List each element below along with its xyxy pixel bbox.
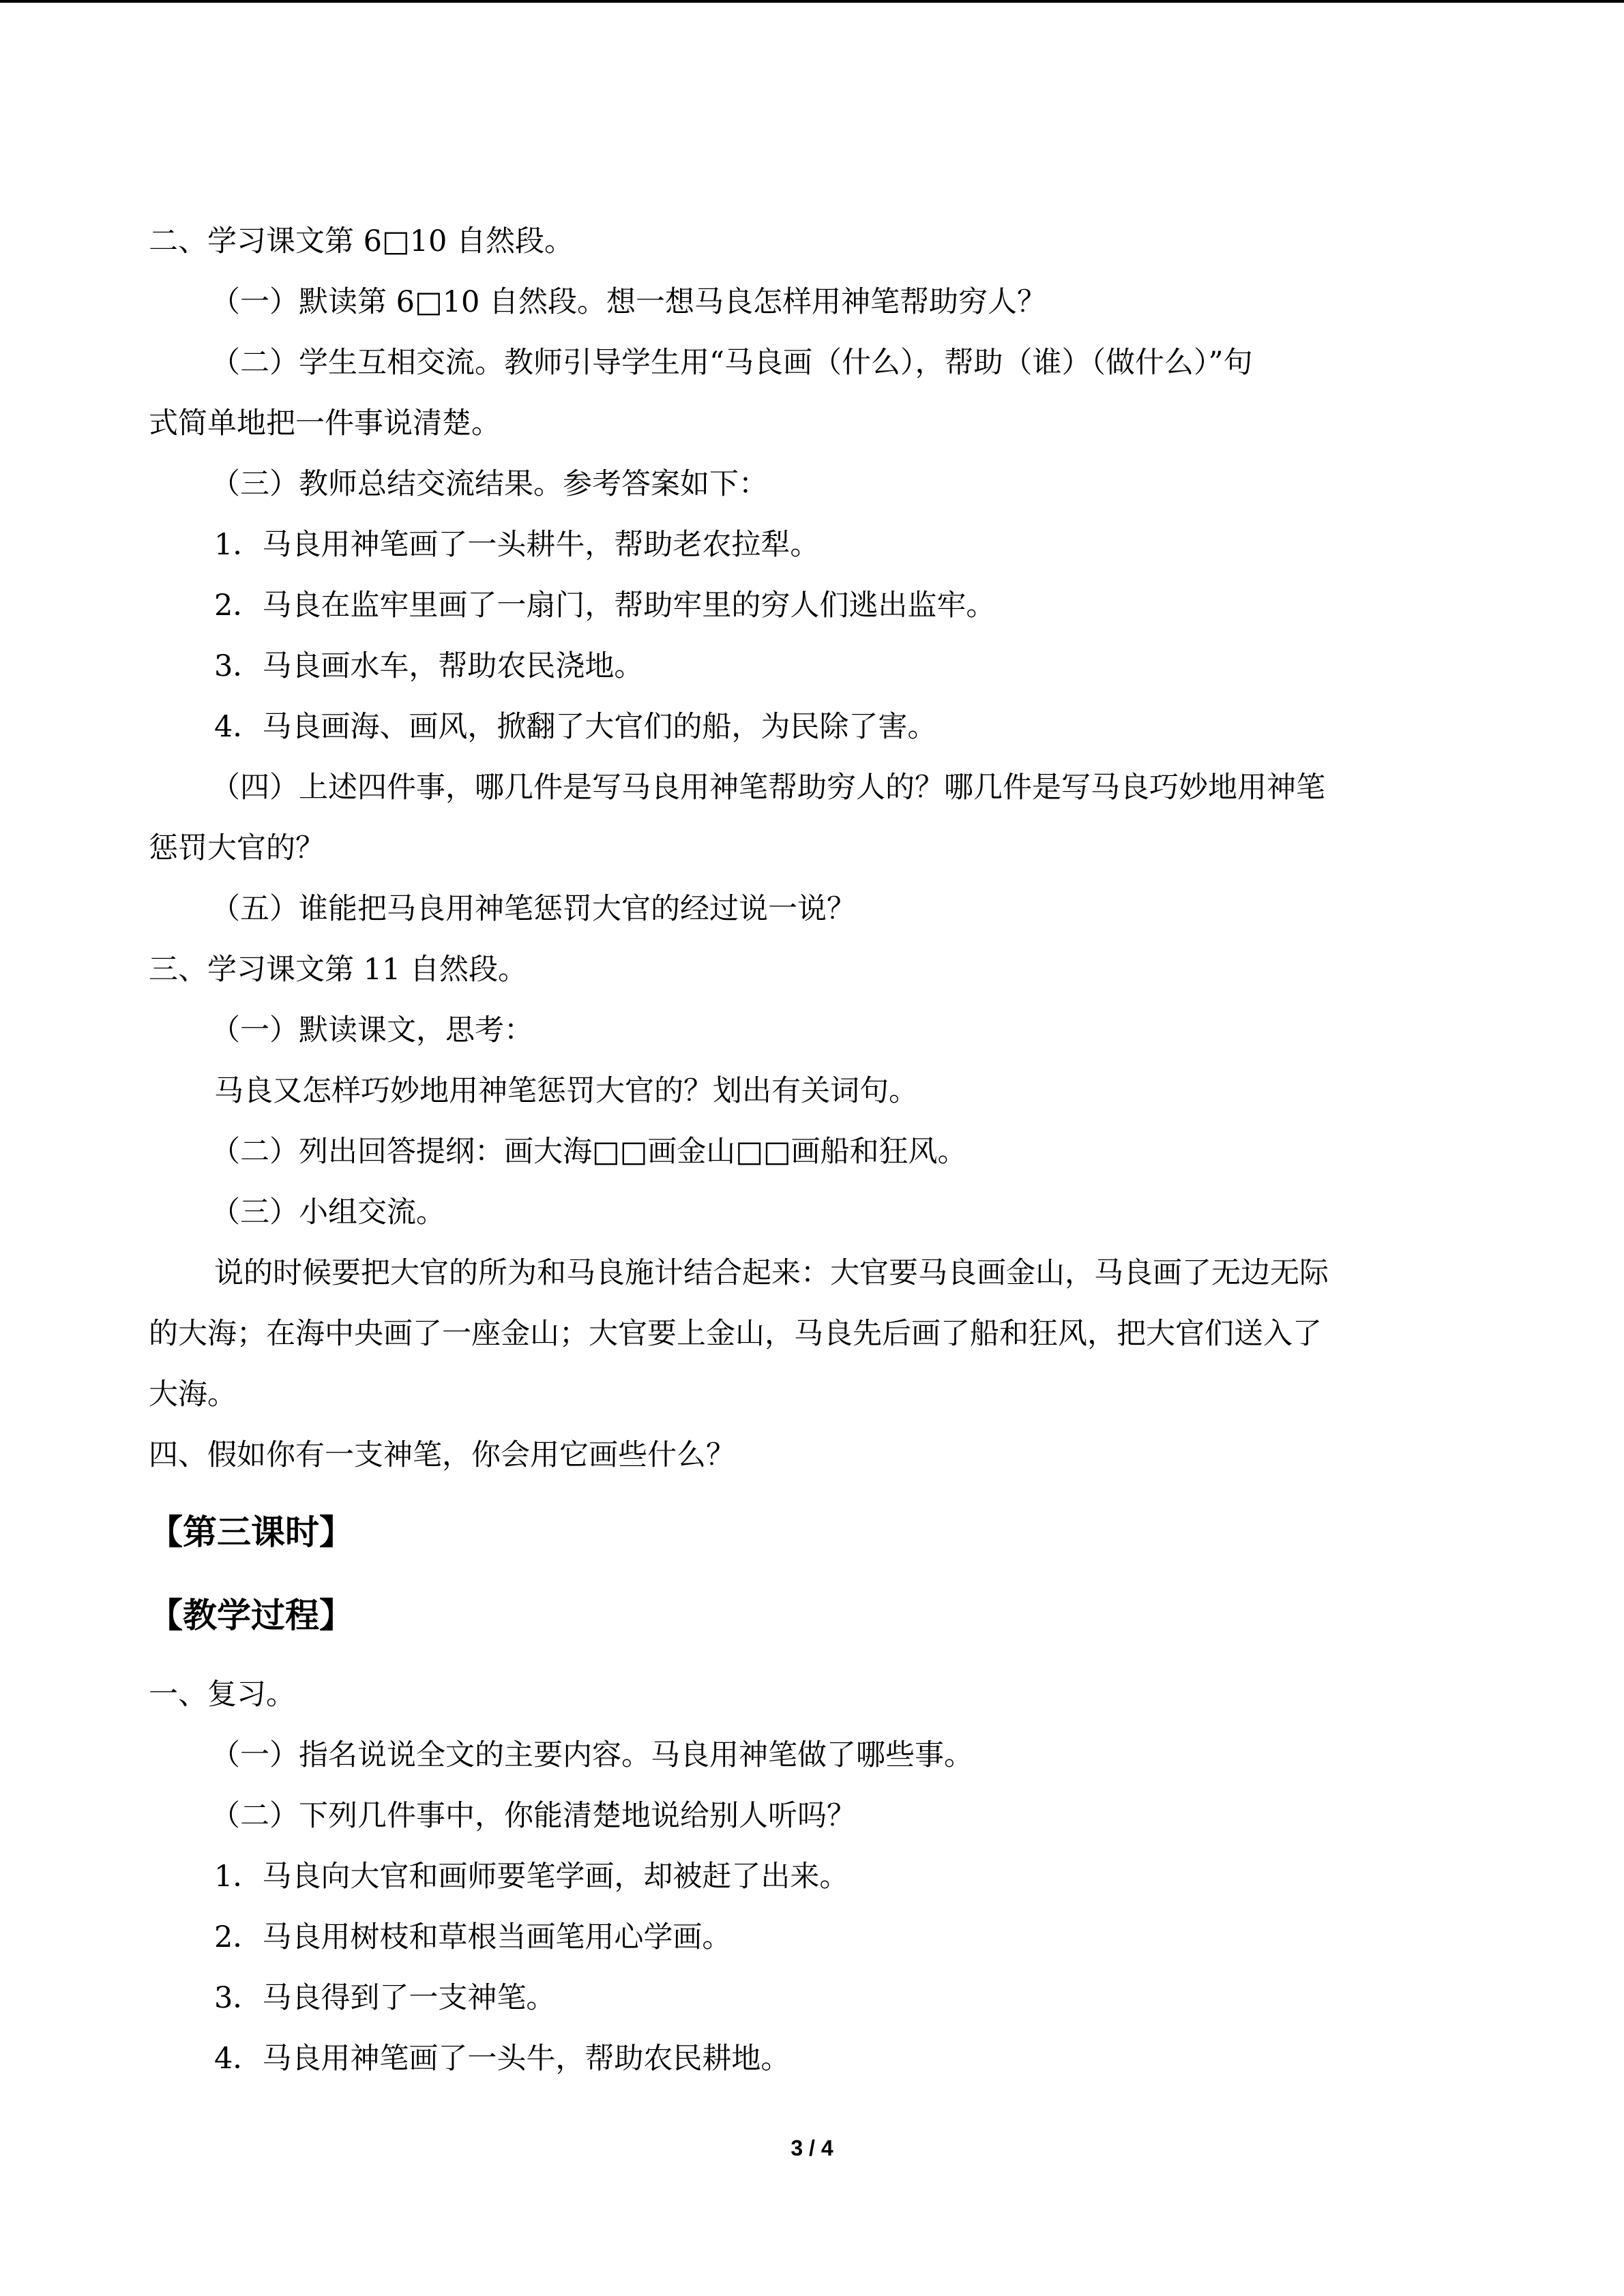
paragraph-line: 二、学习课文第 6□10 自然段。 <box>149 224 574 258</box>
heading-teaching-process: 【教学过程】 <box>149 1596 353 1635</box>
top-border-line <box>0 0 1624 3</box>
paragraph-line: （三）教师总结交流结果。参考答案如下： <box>211 467 768 501</box>
paragraph-line: 1．马良用神笔画了一头耕牛，帮助老农拉犁。 <box>214 528 820 562</box>
paragraph-line: 式简单地把一件事说清楚。 <box>149 406 501 441</box>
paragraph-line: 1．马良向大官和画师要笔学画，却被赶了出来。 <box>214 1860 849 1894</box>
paragraph-line: 2．马良用树枝和草根当画笔用心学画。 <box>214 1920 732 1954</box>
paragraph-line: 马良又怎样巧妙地用神笔惩罚大官的？划出有关词句。 <box>214 1074 918 1108</box>
paragraph-line: （一）默读第 6□10 自然段。想一想马良怎样用神笔帮助穷人？ <box>211 285 1047 319</box>
section-lesson-study <box>149 211 1458 1486</box>
paragraph-line: （一）指名说说全文的主要内容。马良用神笔做了哪些事。 <box>211 1738 973 1772</box>
paragraph-line: 3．马良画水车，帮助农民浇地。 <box>214 649 644 683</box>
paragraph-line: （二）列出回答提纲：画大海□□画金山□□画船和狂风。 <box>211 1135 967 1169</box>
paragraph-line: 三、学习课文第 11 自然段。 <box>149 953 528 987</box>
paragraph-line: 2．马良在监牢里画了一扇门，帮助牢里的穷人们逃出监牢。 <box>214 588 996 623</box>
paragraph-line: 的大海；在海中央画了一座金山；大官要上金山，马良先后画了船和狂风，把大官们送入了 <box>149 1317 1322 1351</box>
section-review <box>149 1665 1458 2089</box>
paragraph-line: 3．马良得到了一支神笔。 <box>214 1981 556 2015</box>
paragraph-line: （二）学生互相交流。教师引导学生用“马良画（什么），帮助（谁）（做什么）”句 <box>211 346 1253 380</box>
page-number: 3 / 4 <box>791 2136 833 2160</box>
paragraph-line: （一）默读课文，思考： <box>211 1013 533 1047</box>
paragraph-line: 4．马良画海、画风，掀翻了大官们的船，为民除了害。 <box>214 710 937 744</box>
document-body <box>149 211 1458 2089</box>
paragraph-line: （四）上述四件事，哪几件是写马良用神笔帮助穷人的？哪几件是写马良巧妙地用神笔 <box>211 771 1325 805</box>
paragraph-line: （二）下列几件事中，你能清楚地说给别人听吗？ <box>211 1799 856 1833</box>
heading-third-lesson: 【第三课时】 <box>149 1512 353 1552</box>
paragraph-line: 4．马良用神笔画了一头牛，帮助农民耕地。 <box>214 2042 791 2076</box>
paragraph-line: 大海。 <box>149 1377 237 1412</box>
paragraph-line: （五）谁能把马良用神笔惩罚大官的经过说一说？ <box>211 892 856 926</box>
paragraph-line: 惩罚大官的？ <box>149 831 325 865</box>
paragraph-line: 说的时候要把大官的所为和马良施计结合起来：大官要马良画金山，马良画了无边无际 <box>214 1256 1329 1290</box>
paragraph-line: 四、假如你有一支神笔，你会用它画些什么？ <box>149 1438 735 1472</box>
paragraph-line: 一、复习。 <box>149 1678 295 1712</box>
paragraph-line: （三）小组交流。 <box>211 1195 445 1229</box>
